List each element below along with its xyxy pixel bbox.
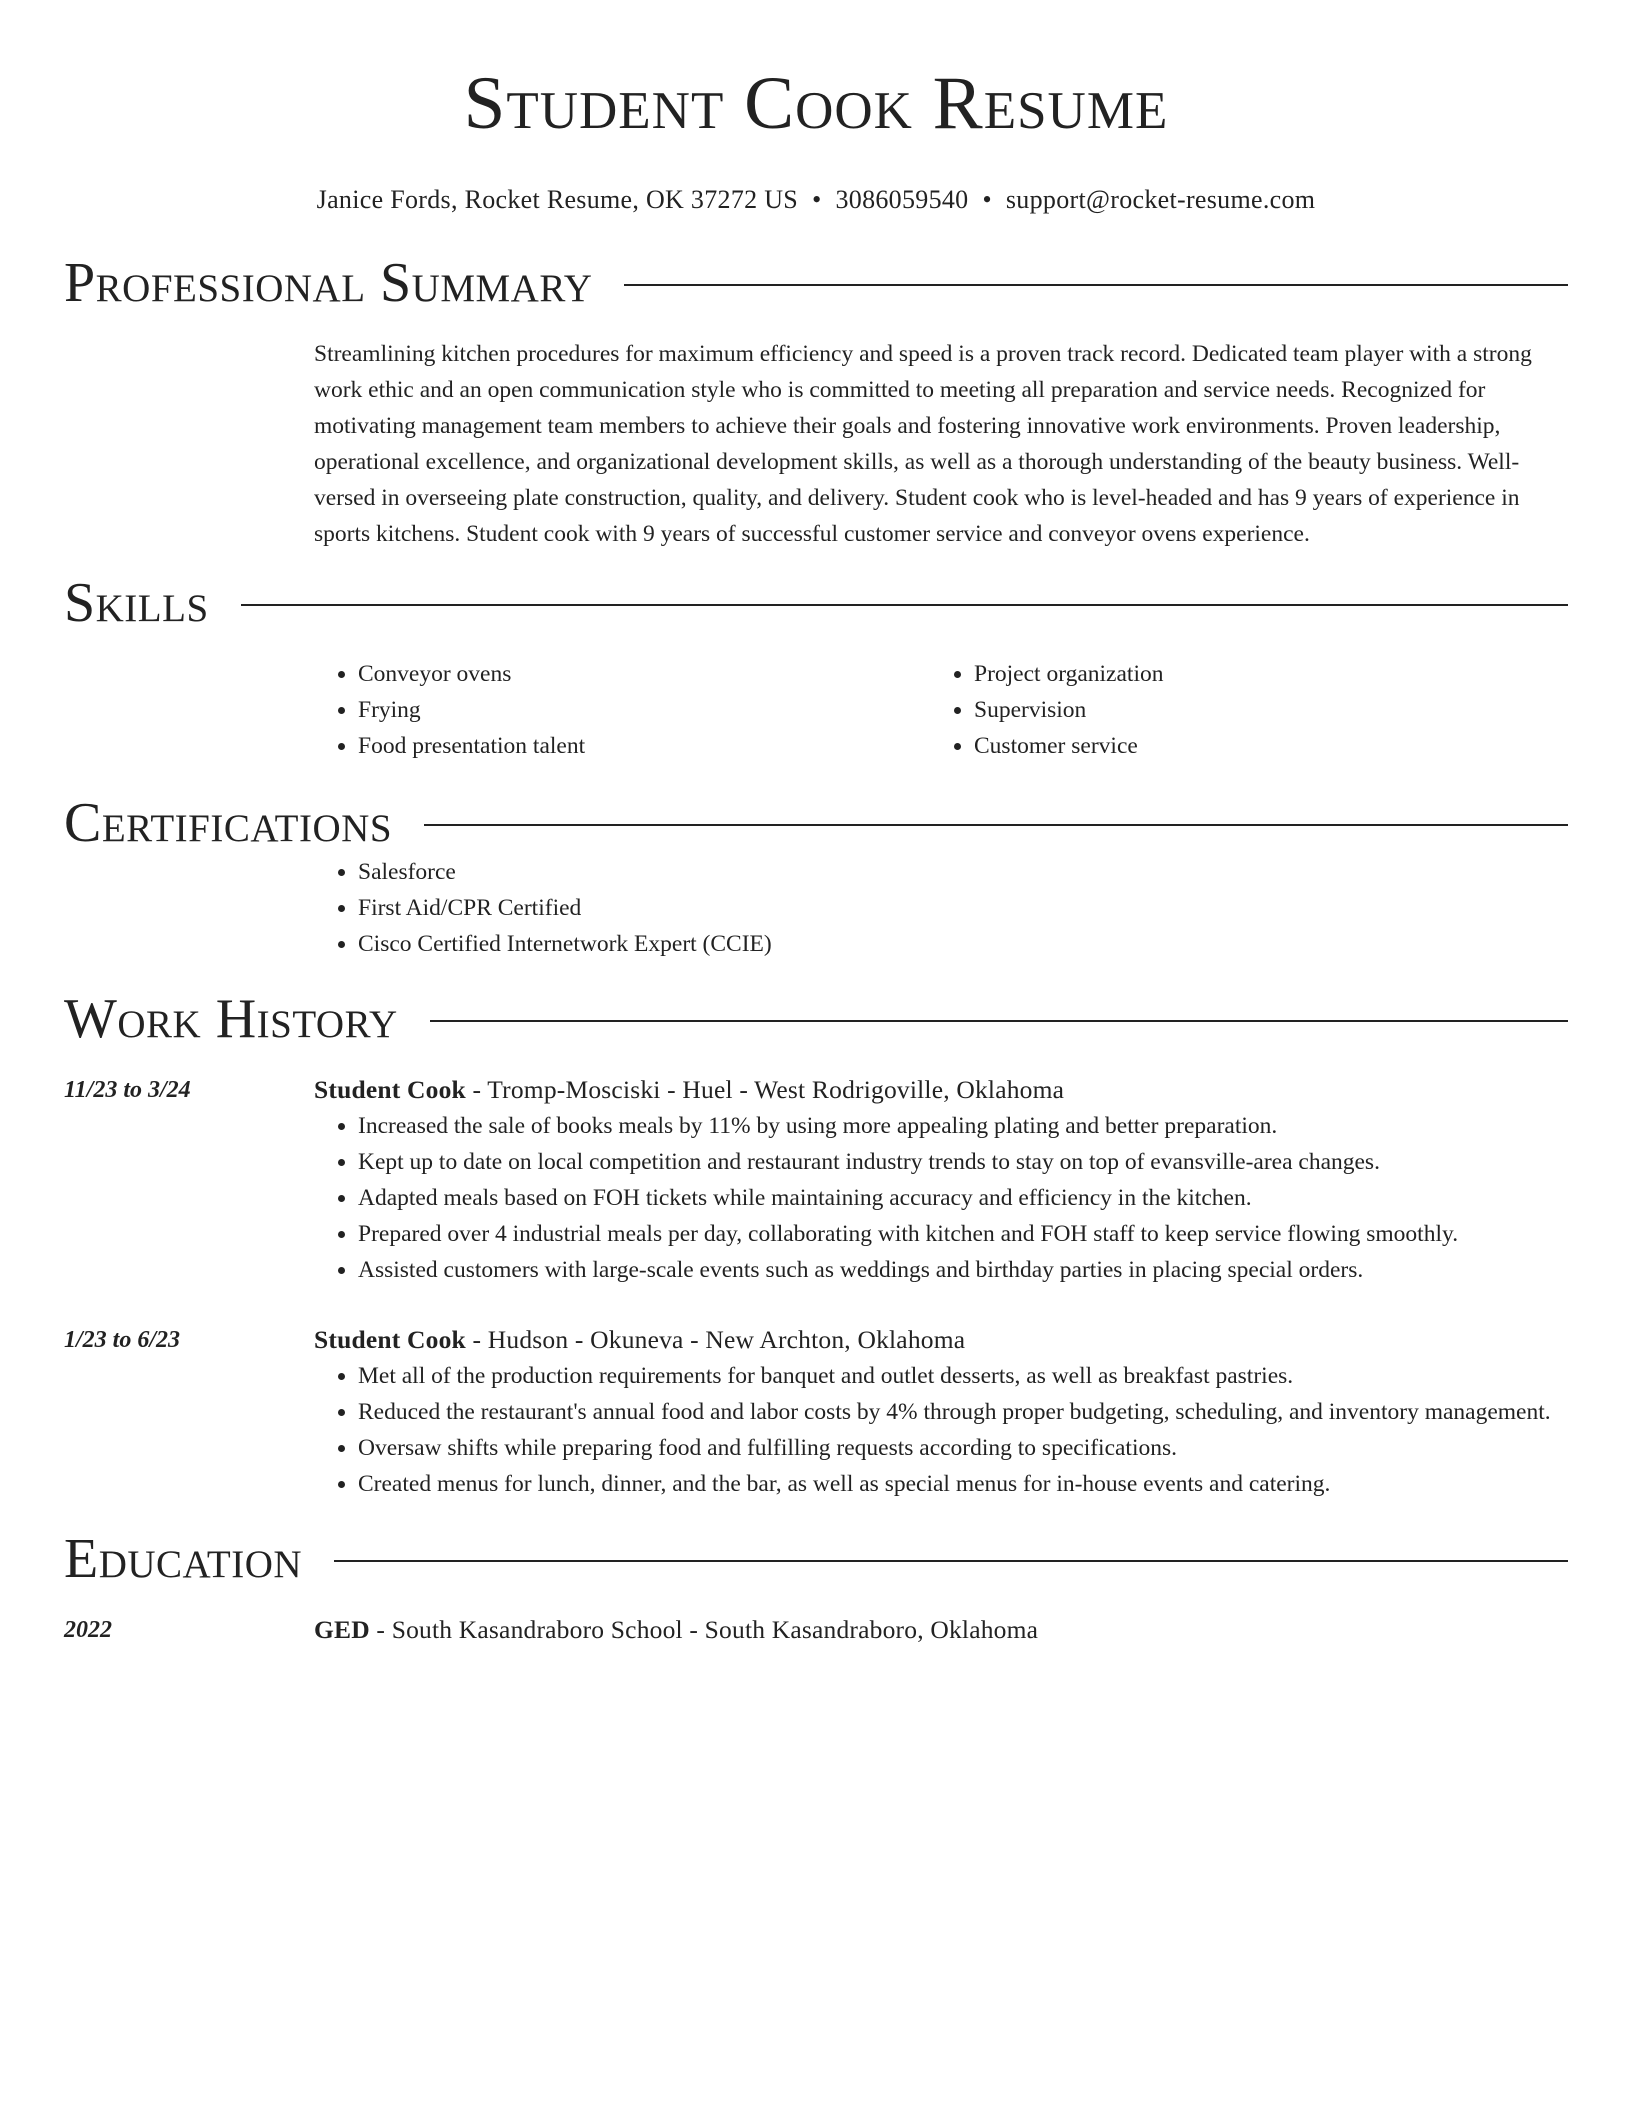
job-content <box>314 1072 1568 1288</box>
section-header <box>64 572 1568 634</box>
contact-phone: 3086059540 <box>835 185 969 214</box>
skill-item: • Food presentation talent <box>358 728 930 764</box>
section-divider <box>624 284 1568 286</box>
summary-body <box>314 336 1568 552</box>
skills-list-right <box>930 656 1546 764</box>
contact-email: support@rocket-resume.com <box>1005 185 1316 214</box>
section-divider <box>334 1560 1568 1562</box>
education-content <box>314 1612 1568 1648</box>
job-bullet: • Oversaw shifts while preparing food and fulfilling requests according to specifications. <box>358 1430 1568 1466</box>
skills-list-left <box>314 656 930 764</box>
job-heading <box>314 1322 1568 1358</box>
job-role: Student Cook <box>314 1075 466 1104</box>
job-bullet: • Created menus for lunch, dinner, and the bar, as well as special menus for in-house events and catering. <box>358 1466 1568 1502</box>
certification-item: • Salesforce <box>358 854 1568 890</box>
skill-item: • Supervision <box>974 692 1546 728</box>
skill-item: • Conveyor ovens <box>358 656 930 692</box>
skills-body <box>314 656 1568 764</box>
certification-item: • First Aid/CPR Certified <box>358 890 1568 926</box>
job-dates: 1/23 to 6/23 <box>64 1327 181 1353</box>
section-title-work-history: Work History <box>64 988 398 1050</box>
job-bullet-list <box>314 1108 1568 1288</box>
skill-item: • Project organization <box>974 656 1546 692</box>
contact-line <box>64 184 1568 216</box>
section-divider <box>430 1020 1568 1022</box>
section-title-summary: Professional Summary <box>64 252 593 314</box>
job-dates: 11/23 to 3/24 <box>64 1077 191 1103</box>
job-content <box>314 1322 1568 1502</box>
job-bullet: • Kept up to date on local competition and restaurant industry trends to stay on top of evansville-area changes. <box>358 1144 1568 1180</box>
section-header <box>64 792 1568 854</box>
job-employer: - Hudson - Okuneva - New Archton, Oklahoma <box>465 1325 966 1354</box>
job-entry <box>64 1072 1568 1288</box>
summary-section <box>64 252 1568 552</box>
job-bullet: • Adapted meals based on FOH tickets while maintaining accuracy and efficiency in the kitchen. <box>358 1180 1568 1216</box>
skills-column-left <box>314 656 930 764</box>
section-header <box>64 988 1568 1050</box>
contact-separator: • <box>982 185 992 214</box>
skill-item: • Customer service <box>974 728 1546 764</box>
certifications-list <box>314 854 1568 962</box>
education-entry <box>64 1612 1568 1648</box>
job-employer: - Tromp-Mosciski - Huel - West Rodrigoville, Oklahoma <box>465 1075 1065 1104</box>
certifications-section <box>64 792 1568 962</box>
education-school: - South Kasandraboro School - South Kasandraboro, Oklahoma <box>369 1615 1039 1644</box>
skills-grid <box>314 656 1568 764</box>
certification-item: • Cisco Certified Internetwork Expert (CCIE) <box>358 926 1568 962</box>
contact-address: Janice Fords, Rocket Resume, OK 37272 US <box>316 185 799 214</box>
job-bullet: • Prepared over 4 industrial meals per day, collaborating with kitchen and FOH staff to keep service flowing smoothly. <box>358 1216 1568 1252</box>
education-year: 2022 <box>64 1617 112 1643</box>
skills-column-right <box>930 656 1546 764</box>
section-divider <box>424 824 1568 826</box>
section-divider <box>241 604 1568 606</box>
education-section <box>64 1528 1568 1648</box>
section-header <box>64 1528 1568 1590</box>
education-degree: GED <box>314 1615 370 1644</box>
job-bullet: • Met all of the production requirements for banquet and outlet desserts, as well as breakfast pastries. <box>358 1358 1568 1394</box>
skill-item: • Frying <box>358 692 930 728</box>
job-entry <box>64 1322 1568 1502</box>
page-title: Student Cook Resume <box>463 62 1169 145</box>
job-bullet: • Increased the sale of books meals by 11% by using more appealing plating and better preparation. <box>358 1108 1568 1144</box>
job-heading <box>314 1072 1568 1108</box>
summary-text: Streamlining kitchen procedures for maximum efficiency and speed is a proven track record. Dedicated team player with a strong work ethic and an open communication style who is committed to meeting all preparation and service needs. Recognized for motivating management team members to achieve their goals and fostering innovative work environments. Proven leadership, operational excellence, and organizational development skills, as well as a thorough understanding of the beauty business. Well-versed in overseeing plate construction, quality, and delivery. Student cook who is level-headed and has 9 years of experience in sports kitchens. Student cook with 9 years of successful customer service and conveyor ovens experience. <box>314 341 1532 547</box>
contact-separator: • <box>812 185 822 214</box>
work-history-section <box>64 988 1568 1502</box>
section-title-education: Education <box>64 1528 303 1590</box>
certifications-body <box>314 854 1568 962</box>
section-header <box>64 252 1568 314</box>
education-heading <box>314 1612 1568 1648</box>
section-title-skills: Skills <box>64 572 209 634</box>
section-title-certifications: Certifications <box>64 792 393 854</box>
job-role: Student Cook <box>314 1325 466 1354</box>
skills-section <box>64 572 1568 764</box>
job-bullet-list <box>314 1358 1568 1502</box>
job-bullet: • Assisted customers with large-scale events such as weddings and birthday parties in placing special orders. <box>358 1252 1568 1288</box>
job-bullet: • Reduced the restaurant's annual food and labor costs by 4% through proper budgeting, scheduling, and inventory management. <box>358 1394 1568 1430</box>
